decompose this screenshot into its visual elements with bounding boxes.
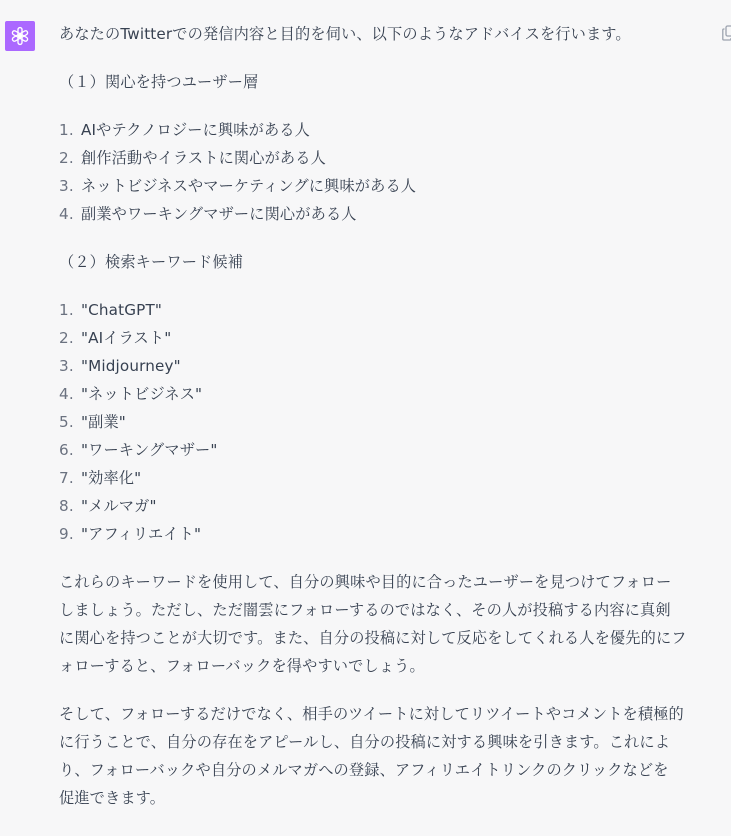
- paragraph-line: ォローすると、フォローバックを得やすいでしょう。: [59, 657, 425, 675]
- list-item: [59, 492, 727, 520]
- list-item-text: 副業やワーキングマザーに関心がある人: [81, 205, 357, 223]
- list-item: [59, 172, 727, 200]
- list-item-text: "アフィリエイト": [81, 525, 202, 543]
- list-item: [59, 116, 727, 144]
- list-number: 4.: [59, 205, 74, 223]
- list-item-text: "AIイラスト": [81, 329, 172, 347]
- list-number: 2.: [59, 149, 74, 167]
- list-item: [59, 296, 727, 324]
- assistant-avatar: [5, 21, 35, 51]
- list-item-text: "ワーキングマザー": [81, 441, 218, 459]
- list-number: 3.: [59, 177, 74, 195]
- list-item-text: ネットビジネスやマーケティングに興味がある人: [81, 177, 417, 195]
- list-item: [59, 352, 727, 380]
- list-item-text: 創作活動やイラストに関心がある人: [81, 149, 326, 167]
- list-item-text: "Midjourney": [81, 357, 181, 375]
- assistant-message: [59, 20, 727, 812]
- keywords-list: [59, 296, 727, 548]
- list-item-text: "メルマガ": [81, 497, 157, 515]
- list-number: 9.: [59, 525, 74, 543]
- section-heading-user-groups: （１）関心を持つユーザー層: [59, 73, 259, 91]
- advice-paragraph-1: [59, 568, 727, 680]
- message-intro: あなたのTwitterでの発信内容と目的を伺い、以下のようなアドバイスを行います。: [59, 25, 631, 43]
- list-number: 5.: [59, 413, 74, 431]
- list-item-text: AIやテクノロジーに興味がある人: [81, 121, 310, 139]
- list-number: 8.: [59, 497, 74, 515]
- list-item: [59, 436, 727, 464]
- list-number: 7.: [59, 469, 74, 487]
- list-number: 2.: [59, 329, 74, 347]
- list-item: [59, 324, 727, 352]
- paragraph-line: に関心を持つことが大切です。また、自分の投稿に対して反応をしてくれる人を優先的にフ: [59, 629, 687, 647]
- section-heading-keywords: （２）検索キーワード候補: [59, 253, 244, 271]
- advice-paragraph-2: [59, 700, 727, 812]
- list-item: [59, 464, 727, 492]
- list-item: [59, 408, 727, 436]
- list-item: [59, 200, 727, 228]
- list-item-text: "効率化": [81, 469, 142, 487]
- list-item-text: "ChatGPT": [81, 301, 163, 319]
- paragraph-line: これらのキーワードを使用して、自分の興味や目的に合ったユーザーを見つけてフォロー: [59, 573, 672, 591]
- paragraph-line: り、フォローバックや自分のメルマガへの登録、アフィリエイトリンクのクリックなどを: [59, 761, 669, 779]
- list-number: 6.: [59, 441, 74, 459]
- paragraph-line: そして、フォローするだけでなく、相手のツイートに対してリツイートやコメントを積極的: [59, 705, 684, 723]
- list-number: 1.: [59, 301, 74, 319]
- list-item: [59, 144, 727, 172]
- paragraph-line: に行うことで、自分の存在をアピールし、自分の投稿に対する興味を引きます。これによ: [59, 733, 671, 751]
- list-number: 4.: [59, 385, 74, 403]
- list-item-text: "副業": [81, 413, 126, 431]
- openai-logo-icon: [9, 25, 31, 47]
- list-item: [59, 520, 727, 548]
- list-number: 1.: [59, 121, 74, 139]
- paragraph-line: しましょう。ただし、ただ闇雲にフォローするのではなく、その人が投稿する内容に真剣: [59, 601, 671, 619]
- paragraph-line: 促進できます。: [59, 789, 166, 807]
- list-item-text: "ネットビジネス": [81, 385, 203, 403]
- list-item: [59, 380, 727, 408]
- user-groups-list: [59, 116, 727, 228]
- list-number: 3.: [59, 357, 74, 375]
